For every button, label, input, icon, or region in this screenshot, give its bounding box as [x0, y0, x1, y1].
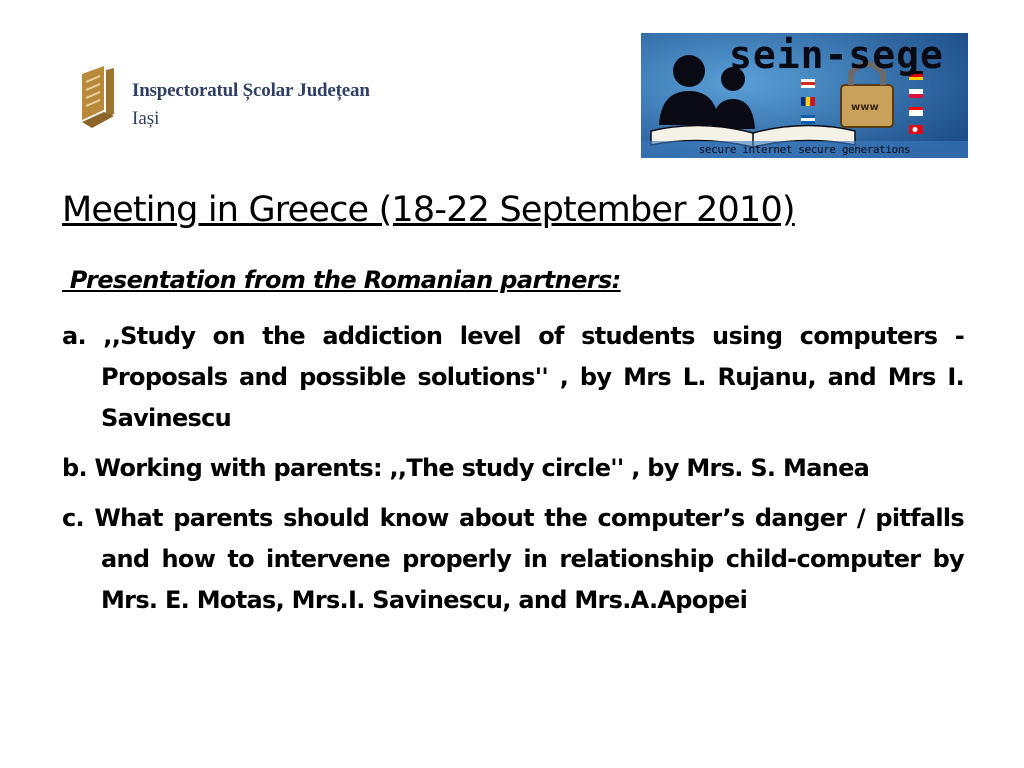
- www-badge: www: [851, 102, 879, 113]
- person-head-icon: [673, 55, 705, 87]
- org-name: Inspectoratul Școlar Județean: [132, 80, 370, 101]
- sein-sege-logo: [641, 33, 968, 158]
- list-item: b. Working with parents: ,,The study circle'' , by Mrs. S. Manea: [62, 454, 870, 482]
- tagline-text: secure internet secure generations: [698, 143, 911, 156]
- presentation-list: [62, 316, 964, 630]
- list-item: a. ,,Study on the addiction level of students using computers - Proposals and possible solutions'' , by Mrs L. Rujanu, and Mrs I. Savinescu: [62, 322, 964, 432]
- book-emblem-icon: [78, 64, 118, 132]
- slide-subtitle: Presentation from the Romanian partners:: [62, 266, 621, 294]
- brand-text: sein-sege: [729, 33, 944, 77]
- inspectorat-logo: [78, 62, 388, 134]
- org-city: Iași: [132, 108, 160, 129]
- slide-title: Meeting in Greece (18-22 September 2010): [62, 190, 795, 230]
- list-item: c. What parents should know about the computer’s danger / pitfalls and how to intervene properly in relationship child-computer by Mrs. E. Motas, Mrs.I. Savinescu, and Mrs.A.Apopei: [62, 504, 964, 614]
